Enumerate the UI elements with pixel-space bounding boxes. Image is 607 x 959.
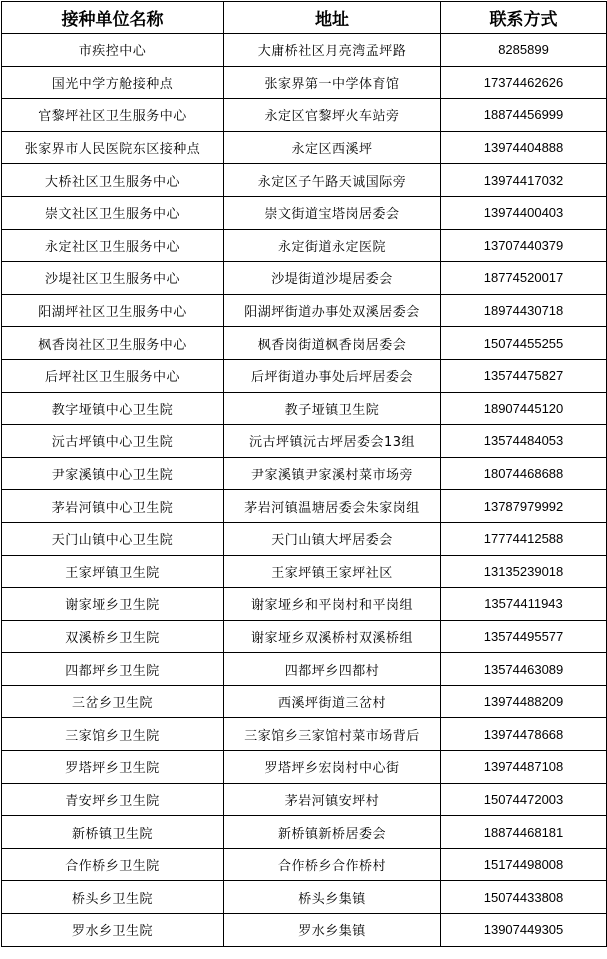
- site-name-cell: 永定社区卫生服务中心: [2, 229, 224, 262]
- address-cell: 永定区官黎坪火车站旁: [224, 99, 441, 132]
- table-row: [2, 751, 607, 784]
- address-cell: 桥头乡集镇: [224, 881, 441, 914]
- address-cell: 罗水乡集镇: [224, 914, 441, 947]
- site-name-cell: 阳湖坪社区卫生服务中心: [2, 294, 224, 327]
- table-row: [2, 262, 607, 295]
- site-name-cell: 四都坪乡卫生院: [2, 653, 224, 686]
- site-name-cell: 尹家溪镇中心卫生院: [2, 457, 224, 490]
- phone-cell: 8285899: [441, 34, 607, 67]
- address-cell: 教子垭镇卫生院: [224, 392, 441, 425]
- table-body: [2, 34, 607, 947]
- address-cell: 罗塔坪乡宏岗村中心街: [224, 751, 441, 784]
- address-cell: 谢家垭乡和平岗村和平岗组: [224, 588, 441, 621]
- address-cell: 茅岩河镇温塘居委会朱家岗组: [224, 490, 441, 523]
- phone-cell: 13707440379: [441, 229, 607, 262]
- table-row: [2, 816, 607, 849]
- table-row: [2, 196, 607, 229]
- site-name-cell: 大桥社区卫生服务中心: [2, 164, 224, 197]
- phone-cell: 17774412588: [441, 522, 607, 555]
- vaccination-sites-table: [1, 1, 607, 947]
- site-name-cell: 沙堤社区卫生服务中心: [2, 262, 224, 295]
- phone-cell: 18974430718: [441, 294, 607, 327]
- phone-cell: 17374462626: [441, 66, 607, 99]
- address-cell: 茅岩河镇安坪村: [224, 783, 441, 816]
- address-cell: 阳湖坪街道办事处双溪居委会: [224, 294, 441, 327]
- table-row: [2, 327, 607, 360]
- site-name-cell: 官黎坪社区卫生服务中心: [2, 99, 224, 132]
- address-cell: 沙堤街道沙堤居委会: [224, 262, 441, 295]
- phone-cell: 13974400403: [441, 196, 607, 229]
- phone-cell: 13974404888: [441, 131, 607, 164]
- table-row: [2, 294, 607, 327]
- site-name-cell: 罗水乡卫生院: [2, 914, 224, 947]
- table-row: [2, 490, 607, 523]
- site-name-cell: 桥头乡卫生院: [2, 881, 224, 914]
- address-cell: 西溪坪街道三岔村: [224, 685, 441, 718]
- table-row: [2, 99, 607, 132]
- table-row: [2, 685, 607, 718]
- site-name-cell: 国光中学方舱接种点: [2, 66, 224, 99]
- phone-cell: 18774520017: [441, 262, 607, 295]
- table-row: [2, 620, 607, 653]
- phone-cell: 18074468688: [441, 457, 607, 490]
- table-row: [2, 848, 607, 881]
- table-row: [2, 783, 607, 816]
- table-row: [2, 718, 607, 751]
- table-row: [2, 555, 607, 588]
- phone-cell: 13574484053: [441, 425, 607, 458]
- table-row: [2, 164, 607, 197]
- site-name-cell: 新桥镇卫生院: [2, 816, 224, 849]
- phone-cell: 18874468181: [441, 816, 607, 849]
- phone-cell: 15074433808: [441, 881, 607, 914]
- phone-cell: 13135239018: [441, 555, 607, 588]
- address-cell: 张家界第一中学体育馆: [224, 66, 441, 99]
- site-name-cell: 崇文社区卫生服务中心: [2, 196, 224, 229]
- phone-cell: 13974488209: [441, 685, 607, 718]
- phone-cell: 13907449305: [441, 914, 607, 947]
- table-row: [2, 914, 607, 947]
- table-row: [2, 425, 607, 458]
- table-header-row: [2, 2, 607, 34]
- address-cell: 后坪街道办事处后坪居委会: [224, 359, 441, 392]
- site-name-cell: 双溪桥乡卫生院: [2, 620, 224, 653]
- table-row: [2, 359, 607, 392]
- table-row: [2, 131, 607, 164]
- address-cell: 枫香岗街道枫香岗居委会: [224, 327, 441, 360]
- site-name-cell: 市疾控中心: [2, 34, 224, 67]
- address-cell: 沅古坪镇沅古坪居委会13组: [224, 425, 441, 458]
- phone-cell: 15174498008: [441, 848, 607, 881]
- site-name-cell: 青安坪乡卫生院: [2, 783, 224, 816]
- phone-cell: 13574411943: [441, 588, 607, 621]
- address-cell: 尹家溪镇尹家溪村菜市场旁: [224, 457, 441, 490]
- site-name-cell: 罗塔坪乡卫生院: [2, 751, 224, 784]
- address-cell: 天门山镇大坪居委会: [224, 522, 441, 555]
- header-address: 地址: [224, 2, 441, 34]
- site-name-cell: 茅岩河镇中心卫生院: [2, 490, 224, 523]
- phone-cell: 18874456999: [441, 99, 607, 132]
- table-row: [2, 588, 607, 621]
- table-row: [2, 34, 607, 67]
- phone-cell: 13974487108: [441, 751, 607, 784]
- phone-cell: 13787979992: [441, 490, 607, 523]
- phone-cell: 13574475827: [441, 359, 607, 392]
- table-row: [2, 522, 607, 555]
- site-name-cell: 天门山镇中心卫生院: [2, 522, 224, 555]
- phone-cell: 13974417032: [441, 164, 607, 197]
- site-name-cell: 三家馆乡卫生院: [2, 718, 224, 751]
- phone-cell: 15074472003: [441, 783, 607, 816]
- address-cell: 永定区西溪坪: [224, 131, 441, 164]
- address-cell: 三家馆乡三家馆村菜市场背后: [224, 718, 441, 751]
- header-site-name: 接种单位名称: [2, 2, 224, 34]
- site-name-cell: 枫香岗社区卫生服务中心: [2, 327, 224, 360]
- address-cell: 合作桥乡合作桥村: [224, 848, 441, 881]
- site-name-cell: 王家坪镇卫生院: [2, 555, 224, 588]
- site-name-cell: 教字垭镇中心卫生院: [2, 392, 224, 425]
- site-name-cell: 三岔乡卫生院: [2, 685, 224, 718]
- address-cell: 大庸桥社区月亮湾孟坪路: [224, 34, 441, 67]
- address-cell: 崇文街道宝塔岗居委会: [224, 196, 441, 229]
- site-name-cell: 张家界市人民医院东区接种点: [2, 131, 224, 164]
- site-name-cell: 谢家垭乡卫生院: [2, 588, 224, 621]
- phone-cell: 13574463089: [441, 653, 607, 686]
- address-cell: 王家坪镇王家坪社区: [224, 555, 441, 588]
- phone-cell: 13974478668: [441, 718, 607, 751]
- phone-cell: 18907445120: [441, 392, 607, 425]
- site-name-cell: 后坪社区卫生服务中心: [2, 359, 224, 392]
- site-name-cell: 沅古坪镇中心卫生院: [2, 425, 224, 458]
- address-cell: 谢家垭乡双溪桥村双溪桥组: [224, 620, 441, 653]
- phone-cell: 15074455255: [441, 327, 607, 360]
- table-row: [2, 392, 607, 425]
- phone-cell: 13574495577: [441, 620, 607, 653]
- table-row: [2, 66, 607, 99]
- table-row: [2, 457, 607, 490]
- header-contact: 联系方式: [441, 2, 607, 34]
- address-cell: 新桥镇新桥居委会: [224, 816, 441, 849]
- address-cell: 四都坪乡四都村: [224, 653, 441, 686]
- table-row: [2, 881, 607, 914]
- site-name-cell: 合作桥乡卫生院: [2, 848, 224, 881]
- table-row: [2, 229, 607, 262]
- address-cell: 永定街道永定医院: [224, 229, 441, 262]
- table-row: [2, 653, 607, 686]
- address-cell: 永定区子午路天诚国际旁: [224, 164, 441, 197]
